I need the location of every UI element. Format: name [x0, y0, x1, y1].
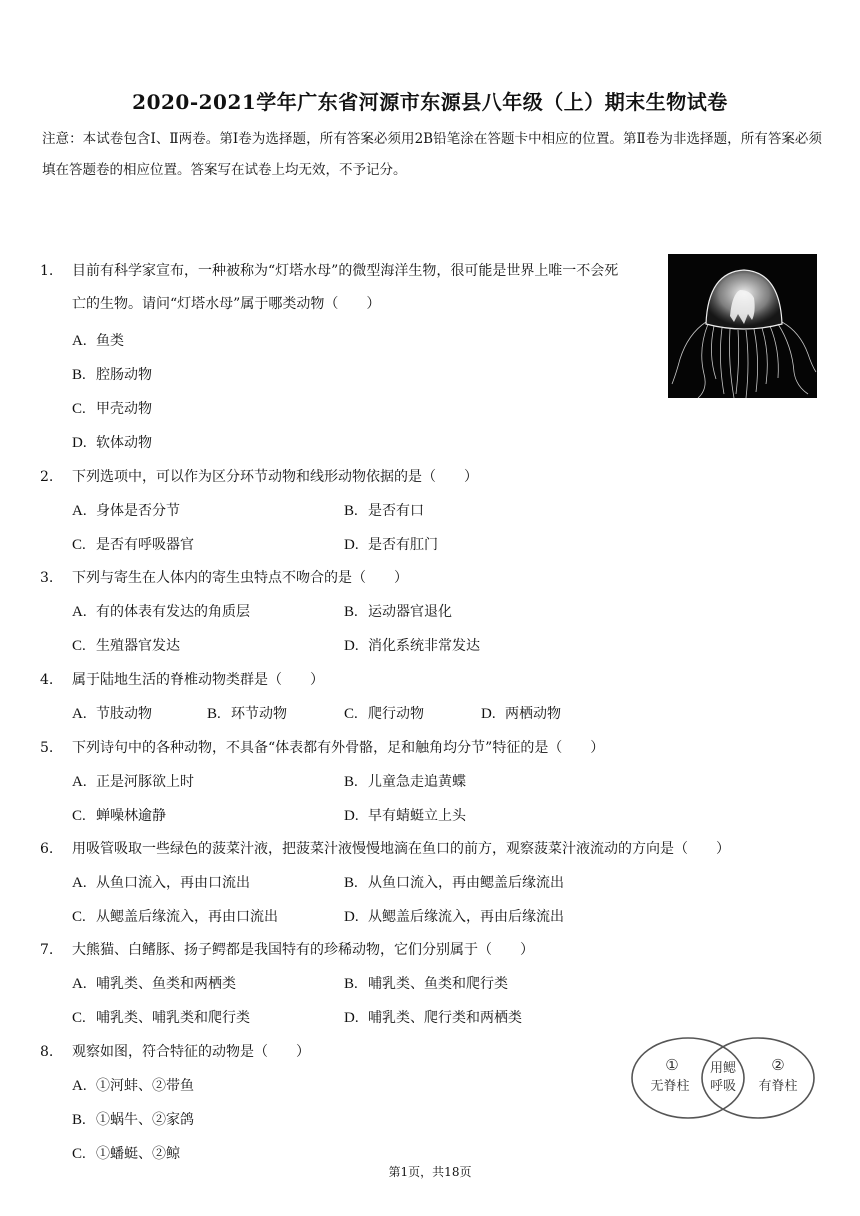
page-footer: 第1页，共18页 — [388, 1165, 472, 1179]
option-7a: A. 哺乳类、鱼类和两栖类 — [72, 976, 236, 992]
option-6d: D. 从鳃盖后缘流入，再由后缘流出 — [344, 909, 564, 925]
venn-right-number: ② — [771, 1056, 785, 1074]
option-4d: D. 两栖动物 — [481, 706, 561, 722]
paper-title: 2020-2021学年广东省河源市东源县八年级（上）期末生物试卷 — [132, 90, 728, 114]
right-ellipse — [702, 1038, 814, 1118]
option-1a: A. 鱼类 — [72, 333, 124, 349]
option-5d: D. 早有蜻蜓立上头 — [344, 808, 466, 824]
venn-center-line2: 呼吸 — [709, 1079, 737, 1094]
question-text: 属于陆地生活的脊椎动物类群是（ ） — [72, 672, 324, 688]
question-text: 目前有科学家宣布，一种被称为“灯塔水母”的微型海洋生物，很可能是世界上唯一不会死亡的生物。请问“灯塔水母”属于哪类动物（ ） — [72, 263, 619, 312]
exam-notice: 注意：本试卷包含Ⅰ、Ⅱ两卷。第Ⅰ卷为选择题，所有答案必须用2B铅笔涂在答题卡中相应的位置。第Ⅱ卷为非选择题，所有答案必须填在答题卷的相应位置。答案写在试卷上均无效，不予记分。 — [42, 131, 822, 178]
option-7c: C. 哺乳类、哺乳类和爬行类 — [72, 1010, 250, 1026]
option-3a: A. 有的体表有发达的角质层 — [72, 604, 250, 620]
question-1 — [40, 255, 630, 321]
question-number: 1. — [40, 263, 54, 279]
question-6 — [40, 838, 730, 858]
option-7b: B. 哺乳类、鱼类和爬行类 — [344, 976, 508, 992]
option-5c: C. 蝉噪林逾静 — [72, 808, 166, 824]
question-number: 8. — [40, 1044, 54, 1060]
option-3c: C. 生殖器官发达 — [72, 638, 180, 654]
question-8 — [40, 1041, 310, 1061]
option-4b: B. 环节动物 — [207, 706, 287, 722]
question-4 — [40, 669, 324, 689]
option-7d: D. 哺乳类、爬行类和两栖类 — [344, 1010, 522, 1026]
option-2b: B. 是否有口 — [344, 503, 424, 519]
question-number: 7. — [40, 942, 54, 958]
venn-diagram — [628, 1032, 818, 1122]
left-ellipse — [632, 1038, 744, 1118]
question-number: 6. — [40, 841, 54, 857]
option-6b: B. 从鱼口流入，再由鳃盖后缘流出 — [344, 875, 564, 891]
venn-left-label: 无脊柱 — [650, 1079, 690, 1094]
question-number: 5. — [40, 740, 54, 756]
question-5 — [40, 737, 604, 757]
question-text: 大熊猫、白鳍豚、扬子鳄都是我国特有的珍稀动物，它们分别属于（ ） — [72, 942, 534, 958]
jellyfish-image — [668, 254, 817, 398]
option-1c: C. 甲壳动物 — [72, 401, 152, 417]
question-text: 用吸管吸取一些绿色的菠菜汁液，把菠菜汁液慢慢地滴在鱼口的前方，观察菠菜汁液流动的方向是（ ） — [72, 841, 730, 857]
option-1b: B. 腔肠动物 — [72, 367, 152, 383]
venn-left-number: ① — [665, 1056, 679, 1074]
option-2a: A. 身体是否分节 — [72, 503, 180, 519]
option-3b: B. 运动器官退化 — [344, 604, 452, 620]
question-text: 观察如图，符合特征的动物是（ ） — [72, 1044, 310, 1060]
option-2c: C. 是否有呼吸器官 — [72, 537, 194, 553]
question-3 — [40, 567, 408, 587]
question-number: 3. — [40, 570, 54, 586]
question-text: 下列与寄生在人体内的寄生虫特点不吻合的是（ ） — [72, 570, 408, 586]
venn-right-label: 有脊柱 — [758, 1079, 798, 1094]
option-5b: B. 儿童急走追黄蝶 — [344, 774, 466, 790]
question-text: 下列诗句中的各种动物，不具备“体表都有外骨骼，足和触角均分节”特征的是（ ） — [72, 740, 605, 756]
option-3d: D. 消化系统非常发达 — [344, 638, 480, 654]
option-4a: A. 节肢动物 — [72, 706, 152, 722]
option-1d: D. 软体动物 — [72, 435, 152, 451]
option-4c: C. 爬行动物 — [344, 706, 424, 722]
question-number: 4. — [40, 672, 54, 688]
option-6c: C. 从鳃盖后缘流入，再由口流出 — [72, 909, 278, 925]
option-6a: A. 从鱼口流入，再由口流出 — [72, 875, 250, 891]
question-number: 2. — [40, 469, 54, 485]
option-8b: B. ①蜗牛、②家鸽 — [72, 1112, 194, 1128]
question-7 — [40, 939, 534, 959]
option-5a: A. 正是河豚欲上时 — [72, 774, 194, 790]
option-8a: A. ①河蚌、②带鱼 — [72, 1078, 194, 1094]
question-text: 下列选项中，可以作为区分环节动物和线形动物依据的是（ ） — [72, 469, 478, 485]
venn-center-line1: 用鳃 — [709, 1061, 737, 1076]
question-2 — [40, 466, 478, 486]
option-8c: C. ①蟠蜓、②鲸 — [72, 1146, 180, 1162]
option-2d: D. 是否有肛门 — [344, 537, 438, 553]
